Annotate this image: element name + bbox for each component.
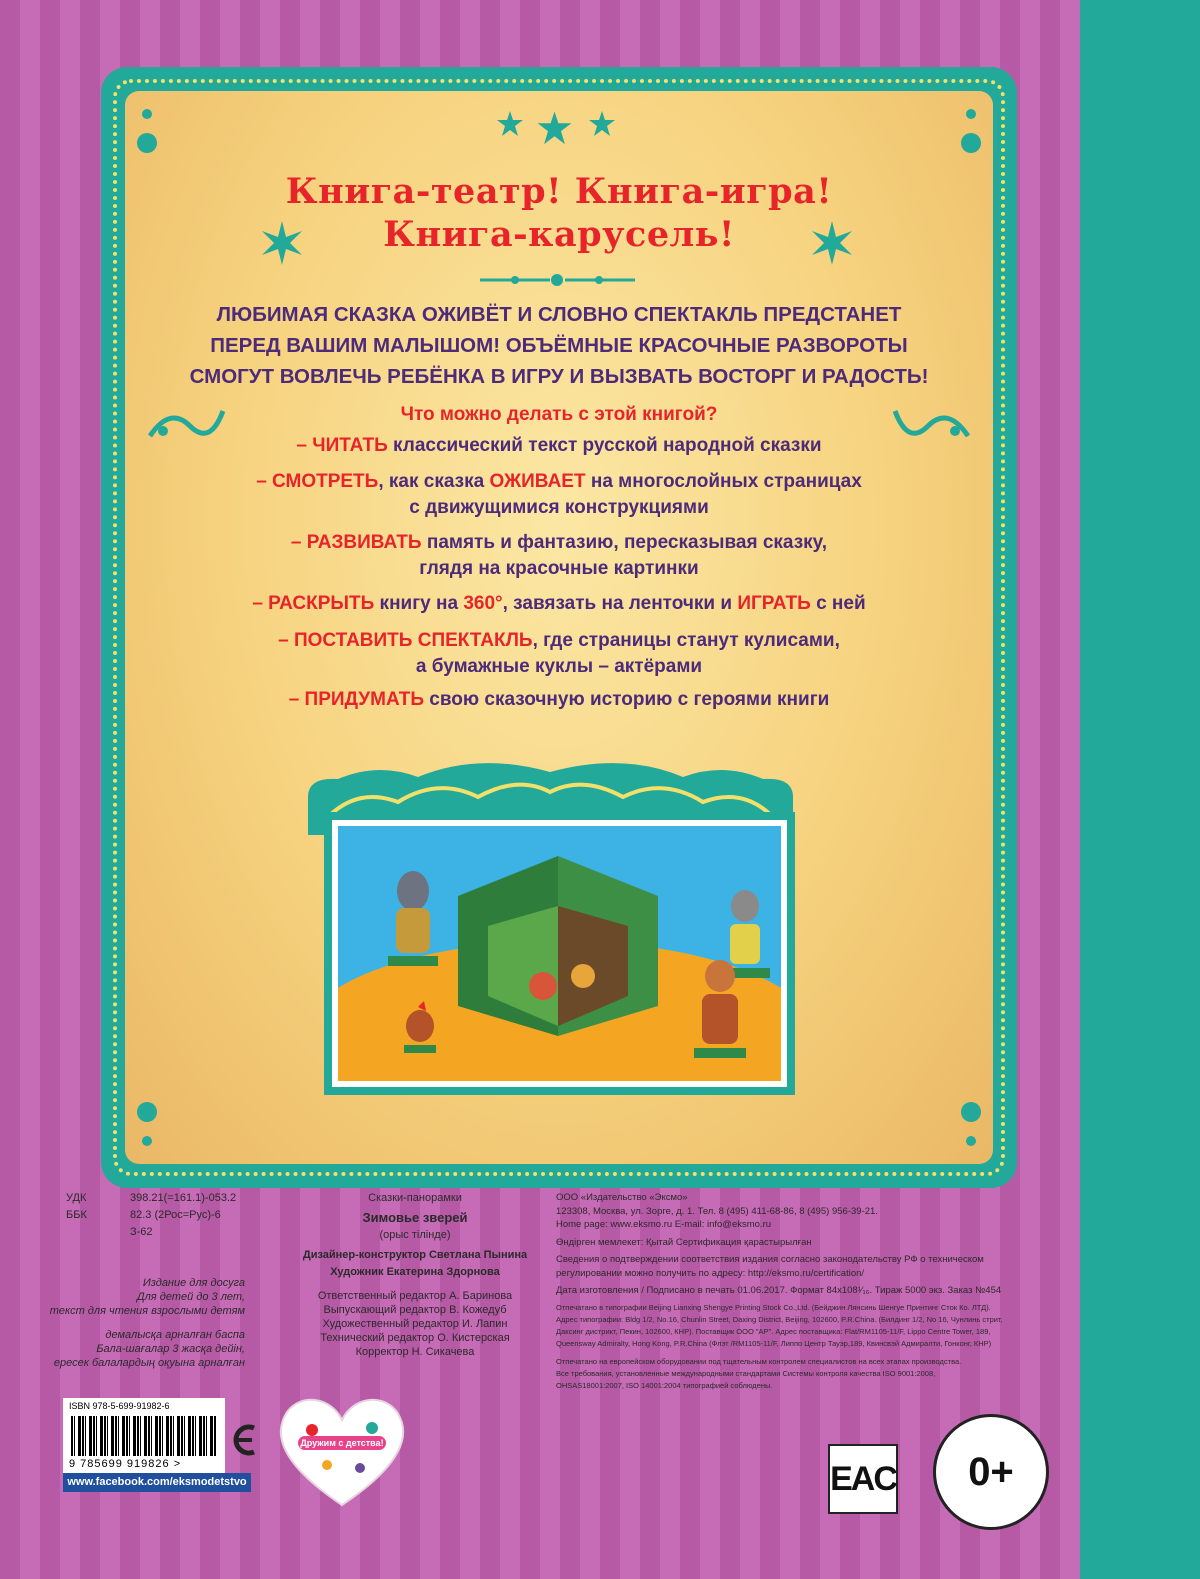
printer-line: Даксинг дистрикт, Пекин, 102600, КНР). Поставщик ООО "АР". Адрес поставщика: Flat/RM1105-11/F, Lippo Centre Tower, 189, <box>556 1326 991 1336</box>
heart-caption: Дружим с детства! <box>298 1436 386 1450</box>
audience-line: текст для чтения взрослыми детям <box>49 1305 245 1317</box>
certification-line: Сведения о подтверждении соответствия издания согласно законодательству РФ о техническом <box>556 1254 984 1265</box>
udk-value: 398.21(=161.1)-053.2 <box>130 1192 237 1204</box>
publisher-block <box>556 1191 1066 1392</box>
feature-text: книгу на <box>374 593 464 614</box>
isbn-text: ISBN 978-5-699-91982-6 <box>69 1401 170 1411</box>
feature-text: , где страницы станут кулисами, <box>532 630 840 651</box>
printer-line: Адрес типографии: Bldg 1/2, No.16, Chunlin Street, Daxing District, Beijing, 102600, P.R.China. (Билдинг 1/2, No 16, Чунлинь стрит, <box>556 1314 1003 1324</box>
star-icon <box>495 109 625 154</box>
printer-line: Отпечатано в типографии Beijing Lianxing Shengye Printing Stock Co.,Ltd. (Бейджин Лянсинь Шенгуе Принтинг Сток Ко. ЛТД). <box>556 1302 991 1312</box>
intro-line: ЛЮБИМАЯ СКАЗКА ОЖИВЁТ И СЛОВНО СПЕКТАКЛЬ ПРЕДСТАНЕТ <box>216 303 902 326</box>
bbk-value: 82.3 (2Рос=Рус)-6 <box>130 1209 221 1221</box>
quality-line: Все требования, установленные международными стандартами Системы контроля качества ISO 9001:2008, <box>556 1368 936 1378</box>
feature-keyword: ОЖИВАЕТ <box>489 471 586 492</box>
bbk-label: ББК <box>66 1209 87 1221</box>
feature-keyword: – ЧИТАТЬ <box>296 435 388 456</box>
feature-text: свою сказочную историю с героями книги <box>424 689 830 710</box>
feature-text: на многослойных страницах <box>585 471 862 492</box>
audience-ru <box>40 1276 245 1318</box>
rooster-figure-icon <box>398 1001 443 1056</box>
author-sign-value: З-62 <box>130 1226 153 1238</box>
audience-line: Издание для досуга <box>142 1277 245 1289</box>
popup-book-scene <box>338 826 781 1081</box>
feature-keyword: 360° <box>463 593 503 614</box>
eac-mark: EAC <box>828 1444 898 1514</box>
feature-watch <box>125 469 993 521</box>
editor-credit: Ответственный редактор А. Баринова <box>317 1290 513 1302</box>
audience-line: Для детей до 3 лет, <box>136 1291 245 1303</box>
publisher-web: Home page: www.eksmo.ru E-mail: info@eksmo.ru <box>556 1219 772 1230</box>
feature-text: классический текст русской народной сказки <box>387 435 822 456</box>
artist-credit: Художник Екатерина Здорнова <box>330 1266 500 1278</box>
pig-figure-icon <box>688 956 753 1066</box>
stage-screen <box>324 812 795 1095</box>
feature-text: глядя на красочные картинки <box>419 558 699 579</box>
feature-invent <box>125 687 993 713</box>
ornament-divider-icon <box>475 269 640 291</box>
feature-keyword: – РАСКРЫТЬ <box>252 593 375 614</box>
publisher-address: 123308, Москва, ул. Зорге, д. 1. Тел. 8 (495) 411-68-86, 8 (495) 956-39-21. <box>556 1205 878 1217</box>
headline-line-1: Книга-театр! Книга-игра! <box>285 171 833 212</box>
feature-text: с движущимися конструкциями <box>409 497 709 518</box>
udk-label: УДК <box>66 1192 87 1204</box>
feature-keyword: – ПОСТАВИТЬ СПЕКТАКЛЬ <box>278 630 533 651</box>
facebook-link[interactable]: www.facebook.com/eksmodetstvo <box>63 1473 251 1492</box>
author-sign-label <box>66 1225 130 1239</box>
editor-credit: Выпускающий редактор В. Кожедуб <box>323 1304 507 1316</box>
corner-dot <box>961 1102 981 1122</box>
corner-dot <box>142 1136 152 1146</box>
quality-line: Отпечатано на европейском оборудовании под тщательным контролем специалистов на всех этапах производства. <box>556 1356 962 1366</box>
corner-dot <box>137 1102 157 1122</box>
printer-line: Queensway Admiralty, Hong Kong, P.R.China (Флэт /RM1105-11/F, Липпо Центр Тауэр,189, Квинсвэй Адмиралти, Гонконг, КНР) <box>556 1338 992 1348</box>
corner-dot <box>961 133 981 153</box>
feature-text: а бумажные куклы – актёрами <box>415 656 703 677</box>
wolf-figure-icon <box>378 866 448 976</box>
theatre-stage-illustration <box>298 757 803 1102</box>
features-question: Что можно делать с этой книгой? <box>400 404 718 425</box>
feature-keyword: – СМОТРЕТЬ <box>256 471 379 492</box>
corner-dot <box>966 1136 976 1146</box>
editor-credit: Технический редактор О. Кистерская <box>320 1332 510 1344</box>
headline-line-2: Книга-карусель! <box>383 214 735 255</box>
credits-block <box>280 1191 550 1359</box>
editor-credit: Корректор Н. Сикачева <box>355 1346 475 1358</box>
feature-read <box>125 433 993 459</box>
feature-text: , как сказка <box>378 471 490 492</box>
book-language: (орыс тілінде) <box>379 1229 451 1241</box>
feature-keyword: – ПРИДУМАТЬ <box>288 689 424 710</box>
popup-book-icon <box>448 836 668 1046</box>
feature-text: память и фантазию, пересказывая сказку, <box>421 532 828 553</box>
barcode-bars <box>71 1416 217 1456</box>
intro-line: СМОГУТ ВОВЛЕЧЬ РЕБЁНКА В ИГРУ И ВЫЗВАТЬ ВОСТОРГ И РАДОСТЬ! <box>189 365 929 388</box>
designer-credit: Дизайнер-конструктор Светлана Пынина <box>302 1249 528 1261</box>
heart-icon <box>272 1390 412 1510</box>
audience-line: ересек балалардың оқуына арналған <box>53 1357 245 1369</box>
audience-line: демалысқа арналған баспа <box>105 1329 245 1341</box>
feature-stage <box>125 628 993 680</box>
feature-develop <box>125 530 993 582</box>
eksmo-logo-icon <box>230 1420 260 1460</box>
corner-dot <box>966 109 976 119</box>
feature-text: , завязать на ленточки и <box>502 593 738 614</box>
quality-line: OHSAS18001:2007, ISO 14001:2004 типографией соблюдены. <box>556 1380 773 1390</box>
audience-line: Бала-шағалар 3 жасқа дейін, <box>96 1343 245 1355</box>
intro-line: ПЕРЕД ВАШИМ МАЛЫШОМ! ОБЪЁМНЫЕ КРАСОЧНЫЕ РАЗВОРОТЫ <box>210 334 908 357</box>
feature-keyword: ИГРАТЬ <box>737 593 811 614</box>
corner-dot <box>137 133 157 153</box>
editor-credit: Художественный редактор И. Лапин <box>322 1318 508 1330</box>
feature-keyword: – РАЗВИВАТЬ <box>290 532 422 553</box>
print-info: Дата изготовления / Подписано в печать 01.06.2017. Формат 84x108¹⁄₁₆. Тираж 5000 экз. Заказ №454 <box>556 1285 1002 1296</box>
feature-text: с ней <box>810 593 866 614</box>
friends-heart-badge <box>272 1390 412 1510</box>
certification-line: регулировании можно получить по адресу: http://eksmo.ru/certification/ <box>556 1267 865 1279</box>
book-title: Зимовье зверей <box>362 1210 468 1225</box>
country-note: Өндірген мемлекет: Қытай Сертификация қарастырылған <box>556 1236 812 1248</box>
book-spine <box>1080 0 1200 1579</box>
corner-dot <box>142 109 152 119</box>
feature-open <box>125 591 993 617</box>
audience-kz <box>40 1328 245 1370</box>
publisher-name: ООО «Издательство «Эксмо» <box>556 1192 688 1203</box>
series-name: Сказки-панорамки <box>368 1192 462 1204</box>
classification-block <box>66 1191 286 1239</box>
barcode-digits: 9 785699 919826 > <box>69 1458 182 1470</box>
age-rating-badge: 0+ <box>933 1414 1049 1530</box>
